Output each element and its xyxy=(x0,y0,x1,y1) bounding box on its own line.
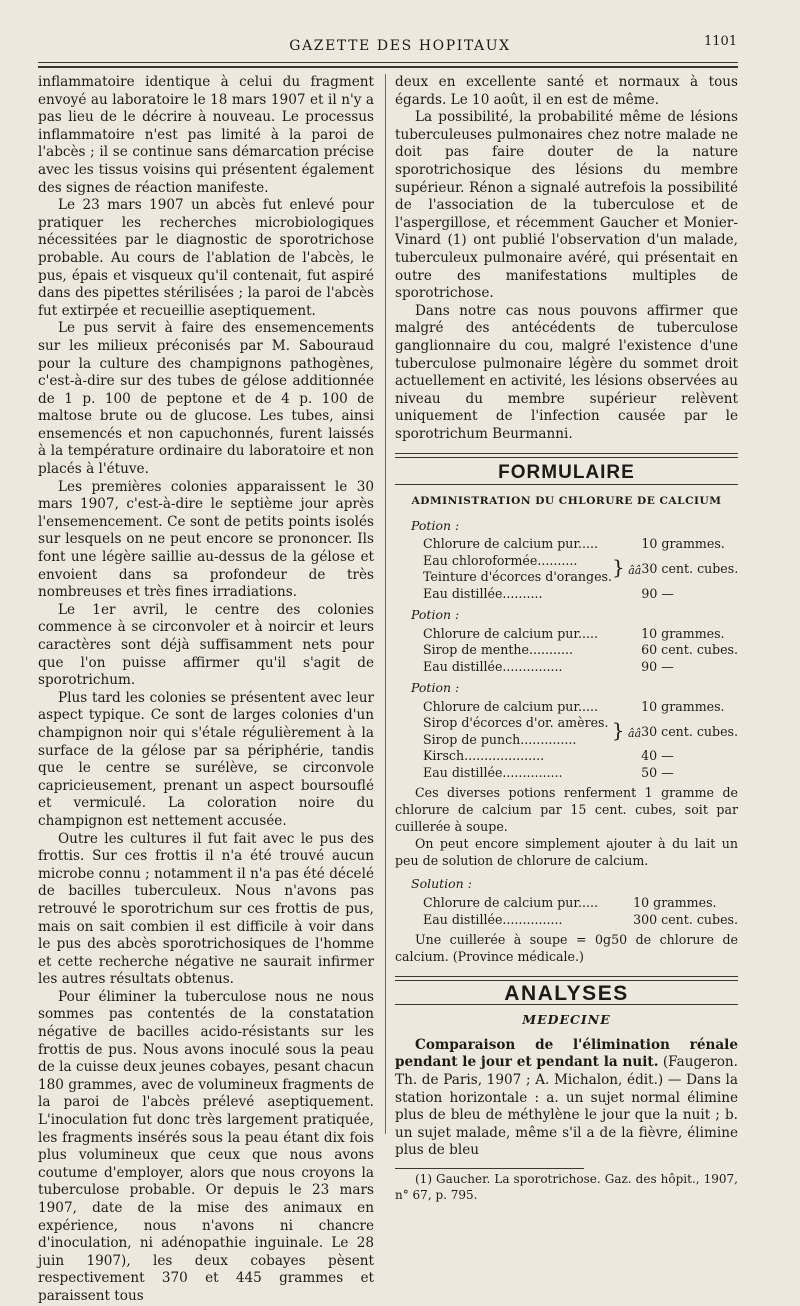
analyses-subtitle: MEDECINE xyxy=(522,1012,611,1028)
paragraph: inflammatoire identique à celui du fragment envoyé au laboratoire le 18 mars 1907 et il n'y a pas lieu de le décrire à nouveau. Le processus inflammatoire n'est pas limité à la paroi de l'abcès ; il se continue sans démarcation précise avec les tissus voisins qui présentent également des signes de réaction manifeste. xyxy=(38,74,374,196)
prescription-row: Eau distillée.......... 90 — xyxy=(423,585,674,601)
prescription-row: Chlorure de calcium pur..... 10 grammes. xyxy=(423,536,725,552)
paragraph: La possibilité, la probabilité même de lésions tuberculeuses pulmonaires chez notre malade ne doit pas faire douter de la nature sporotrichosique des lésions du membre supérieur. Rénon a signalé autrefois la possibilité de l'association de la tuberculose et de l'aspergillose, et récemment Gaucher et Monier-Vinard (1) ont publié l'observation d'un malade, tuberculeux pulmonaire avéré, qui présentait en outre des manifestations multiples de sporotrichose. xyxy=(395,109,738,302)
solution-label: Solution : xyxy=(411,876,472,892)
prescription-row: Sirop de menthe........... 60 cent. cubes. xyxy=(423,642,738,658)
prescription-row: Eau distillée............... 50 — xyxy=(423,764,674,780)
paragraph: Dans notre cas nous pouvons affirmer que malgré des antécédents de tuberculose ganglionnaire du cou, malgré l'existence d'une tuberculose pulmonaire légère du sommet droit actuellement en activité, les lésions observées au niveau du membre supérieur relèvent uniquement de l'infection causée par le sporotrichum Beurmanni. xyxy=(395,302,738,442)
prescription-row: Chlorure de calcium pur..... 10 grammes. xyxy=(423,895,717,911)
prescription-row: Chlorure de calcium pur..... 10 grammes. xyxy=(423,625,725,641)
left-column xyxy=(38,74,374,1306)
formulaire-heading: FORMULAIRE xyxy=(498,462,635,484)
formulaire-note: Ces diverses potions renferment 1 gramme de chlorure de calcium par 15 cent. cubes, soit par cuillerée à soupe. xyxy=(395,785,738,835)
paragraph: deux en excellente santé et normaux à tous égards. Le 10 août, il en est de même. xyxy=(395,74,738,108)
prescription-table xyxy=(423,895,738,928)
paragraph: Le 23 mars 1907 un abcès fut enlevé pour pratiquer les recherches microbiologiques nécessitées par le diagnostic de sporotrichose probable. Au cours de l'ablation de l'abcès, le pus, épais et visqueux qu'il contenait, fut aspiré dans des pipettes stérilisées ; la paroi de l'abcès fut extirpée et recueillie aseptiquement. xyxy=(38,197,374,319)
paragraph: Pour éliminer la tuberculose nous ne nous sommes pas contentés de la constatation négative de bacilles acido-résistants sur les frottis de pus. Nous avons inoculé sous la peau de la cuisse deux jeunes cobayes, pesant chacun 180 grammes, avec de volumineux fragments de la paroi de l'abcès prélevé aseptiquement. L'inoculation fut donc très largement pratiquée, les fragments insérés sous la peau étant dix fois plus volumineux que ceux que nous avons coutume d'employer, alors que nous croyons la tuberculose probable. Or depuis le 23 mars 1907, date de la mise des animaux en expérience, nous n'avons ni chancre d'inoculation, ni adénopathie inguinale. Le 28 juin 1907), les deux cobayes pèsent respectivement 370 et 445 grammes et paraissent tous xyxy=(38,988,374,1304)
paragraph: Outre les cultures il fut fait avec le pus des frottis. Sur ces frottis il n'a été trouvé aucun microbe connu ; notamment il n'a pas été décelé de bacilles tuberculeux. Nous n'avons pas retrouvé le sporotrichum sur ces frottis de pus, mais on sait combien il est difficile à voir dans le pus des abcès sporotrichosiques de l'homme et cette recherche négative ne saurait infirmer les autres résultats obtenus. xyxy=(38,830,374,988)
column-divider xyxy=(385,74,386,1134)
paragraph: Plus tard les colonies se présentent avec leur aspect typique. Ce sont de larges colonies d'un champignon noir qui s'étale régulièrement à la surface de la gélose par sa périphérie, tandis que le centre se surélève, se circonvole capricieusement, prenant un aspect boursouflé et vermiculé. La coloration noire du champignon est nettement accusée. xyxy=(38,689,374,829)
right-column xyxy=(395,74,738,1203)
prescription-table xyxy=(423,626,738,676)
potion-label: Potion : xyxy=(411,680,460,696)
formulaire-note: Une cuillerée à soupe = 0g50 de chlorure de calcium. (Province médicale.) xyxy=(395,932,738,964)
analysis-text: (Faugeron. Th. de Paris, 1907 ; A. Michalon, édit.) — Dans la station horizontale : a. un sujet normal élimine plus de bleu de méthylène le jour que la nuit ; b. un sujet malade, même s'il a de la fièvre, élimine plus de bleu xyxy=(395,1054,738,1159)
footnote-rule xyxy=(395,1168,584,1169)
prescription-row: Kirsch.................... 40 — xyxy=(423,748,674,764)
prescription-row: Chlorure de calcium pur..... 10 grammes. xyxy=(423,698,725,714)
header-rule-bottom xyxy=(38,66,738,68)
analysis-entry xyxy=(395,1037,738,1160)
prescription-row: Eau distillée............... 90 — xyxy=(423,658,674,674)
formulaire-subtitle: ADMINISTRATION DU CHLORURE DE CALCIUM xyxy=(411,495,722,508)
footnote: (1) Gaucher. La sporotrichose. Gaz. des hôpit., 1907, n° 67, p. 795. xyxy=(395,1171,738,1202)
prescription-row: Eau chloroformée.......... } ââ 30 cent. cubes. xyxy=(423,552,739,579)
running-head: GAZETTE DES HOPITAUX xyxy=(289,38,511,54)
prescription-table xyxy=(423,699,738,782)
prescription-row: Teinture d'écorces d'oranges. xyxy=(423,569,612,585)
page-number: 1101 xyxy=(704,34,738,49)
prescription-row: Eau distillée............... 300 cent. cubes. xyxy=(423,911,738,927)
prescription-row: Sirop d'écorces d'or. amères. } ââ 30 cent. cubes. xyxy=(423,715,738,742)
analyses-heading: ANALYSES xyxy=(504,981,629,1005)
analysis-title: Comparaison de l'élimination rénale pendant le jour et pendant la nuit. xyxy=(395,1036,738,1071)
prescription-row: Sirop de punch.............. xyxy=(423,731,577,747)
paragraph: Les premières colonies apparaissent le 30 mars 1907, c'est-à-dire le septième jour après l'ensemencement. Ce sont de petits points isolés sur lesquels on ne peut encore se prononcer. Ils font une légère saillie au-dessus de la gélose et envoient dans sa profondeur de très nombreuses et très fines irradiations. xyxy=(38,478,374,601)
potion-label: Potion : xyxy=(411,607,460,623)
header-rule-top xyxy=(38,62,738,63)
paragraph: Le 1er avril, le centre des colonies commence à se circonvoler et à noircir et leurs caractères sont déjà suffisamment nets pour que l'on puisse affirmer qu'il s'agit de sporotrichum. xyxy=(38,601,374,689)
section-rule xyxy=(395,453,738,458)
paragraph: Le pus servit à faire des ensemencements sur les milieux préconisés par M. Sabouraud pour la culture des champignons pathogènes, c'est-à-dire sur des tubes de gélose additionnée de 1 p. 100 de peptone et de 4 p. 100 de maltose brute ou de glucose. Les tubes, ainsi ensemencés et non capuchonnés, furent laissés à la température ordinaire du laboratoire et non placés à l'étuve. xyxy=(38,320,374,478)
formulaire-note: On peut encore simplement ajouter à du lait un peu de solution de chlorure de calcium. xyxy=(395,835,738,868)
section-rule xyxy=(395,976,738,981)
prescription-table xyxy=(423,536,738,602)
section-rule xyxy=(395,484,738,485)
potion-label: Potion : xyxy=(411,517,460,533)
